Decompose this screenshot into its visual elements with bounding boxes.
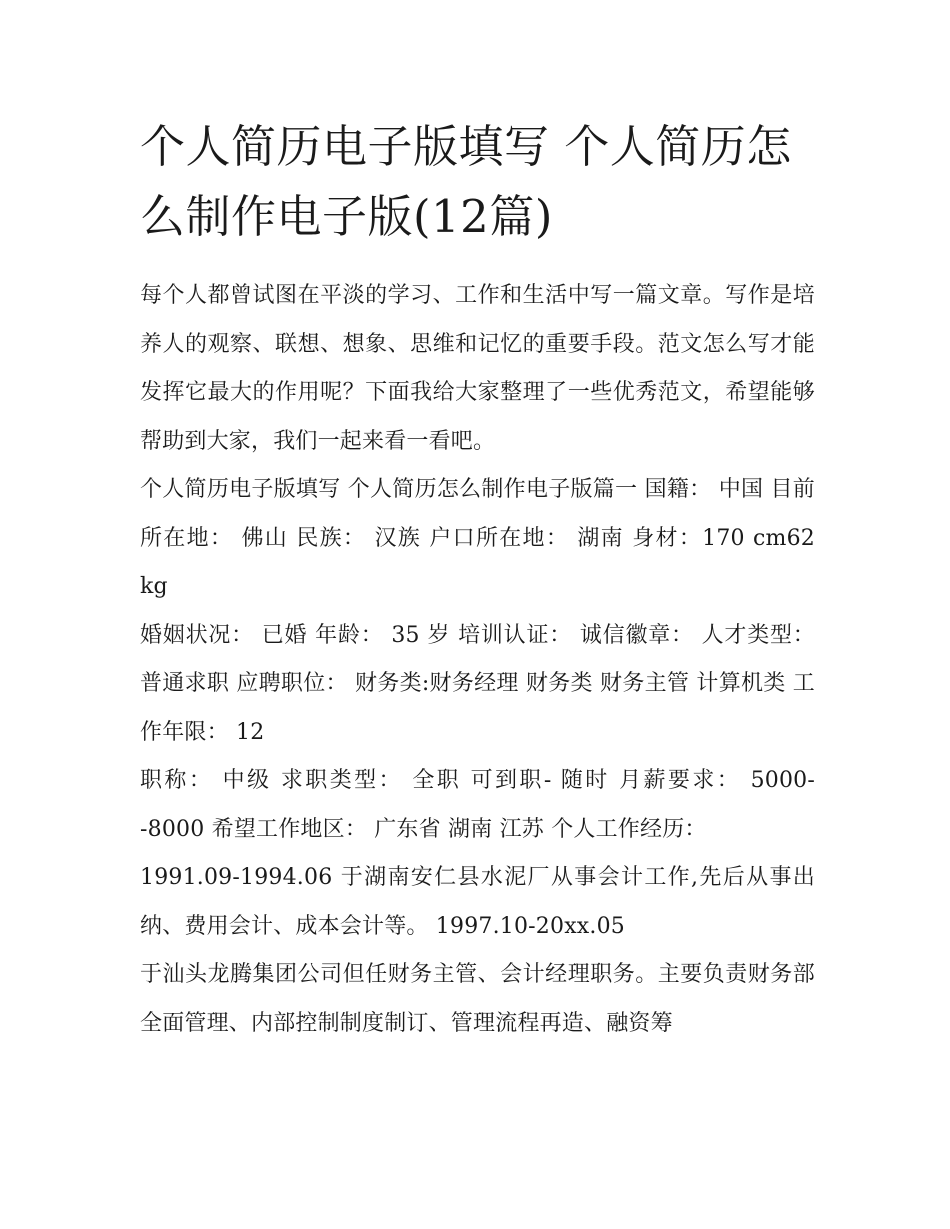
document-page [140,112,815,1048]
paragraph-work-history-1: 1991.09-1994.06 于湖南安仁县水泥厂从事会计工作,先后从事出纳、费用会计、成本会计等。 1997.10-20xx.05 [140,865,815,939]
paragraph-intro: 每个人都曾试图在平淡的学习、工作和生活中写一篇文章。写作是培养人的观察、联想、想象、思维和记忆的重要手段。范文怎么写才能发挥它最大的作用呢？下面我给大家整理了一些优秀范文，希望能够帮助到大家，我们一起来看一看吧。 [140,283,815,454]
paragraph-job-intent: 职称： 中级 求职类型： 全职 可到职- 随时 月薪要求： 5000--8000 希望工作地区： 广东省 湖南 江苏 个人工作经历： [140,768,815,842]
document-title: 个人简历电子版填写 个人简历怎么制作电子版(12篇) [140,120,792,243]
paragraph-basic-info: 个人简历电子版填写 个人简历怎么制作电子版篇一 国籍： 中国 目前所在地： 佛山 民族： 汉族 户口所在地： 湖南 身材：170 cm62 kg [140,477,815,599]
paragraph-work-history-2: 于汕头龙腾集团公司但任财务主管、会计经理职务。主要负责财务部全面管理、内部控制制度制订、管理流程再造、融资筹 [140,962,815,1036]
paragraph-personal-status: 婚姻状况： 已婚 年龄： 35 岁 培训认证： 诚信徽章： 人才类型： 普通求职 应聘职位： 财务类:财务经理 财务类 财务主管 计算机类 工作年限： 12 [140,622,815,745]
